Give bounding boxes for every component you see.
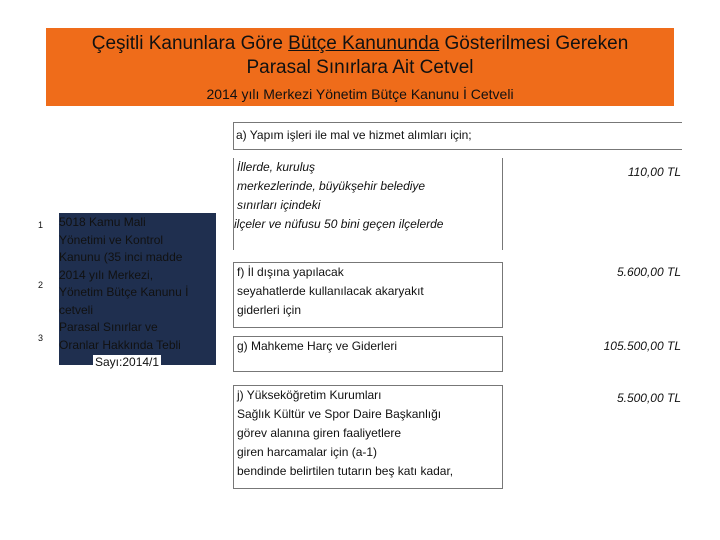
amount-value: 5.600,00 TL xyxy=(616,265,681,279)
title-line-1: Çeşitli Kanunlara Göre Bütçe Kanununda Gösterilmesi Gereken xyxy=(91,33,629,54)
reference-line: 2014 yılı Merkezi, xyxy=(59,267,154,282)
page-subtitle: 2014 yılı Merkezi Yönetim Bütçe Kanunu İ Cetveli xyxy=(206,86,514,102)
title-line-2: Parasal Sınırlara Ait Cetvel xyxy=(246,57,474,78)
amount-value: 110,00 TL xyxy=(627,165,681,179)
amount-value: 105.500,00 TL xyxy=(603,339,681,353)
reference-line: Kanunu (35 inci madde xyxy=(59,250,183,264)
reference-line: Yönetimi ve Kontrol xyxy=(59,232,164,247)
reference-line: Parasal Sınırlar ve xyxy=(59,320,158,334)
row-cell: f) İl dışına yapılacak seyahatlerde kullanılacak akaryakıt giderleri için xyxy=(233,262,503,328)
list-number: 2 xyxy=(38,280,44,290)
section-a-heading: a) Yapım işleri ile mal ve hizmet alımları için; xyxy=(233,122,682,150)
reference-line: cetveli xyxy=(59,302,94,317)
list-number: 3 xyxy=(38,333,44,343)
title-underlined-term: Bütçe Kanununda xyxy=(288,33,440,54)
list-number: 1 xyxy=(38,220,44,230)
title-banner xyxy=(46,28,674,106)
reference-line: Oranlar Hakkında Tebli xyxy=(59,337,181,352)
reference-line: 5018 Kamu Mali xyxy=(59,215,146,229)
reference-line: Yönetim Bütçe Kanunu İ xyxy=(59,285,189,299)
amount-value: 5.500,00 TL xyxy=(616,391,681,405)
reference-line: Sayı:2014/1 xyxy=(95,355,160,369)
row-cell: g) Mahkeme Harç ve Giderleri xyxy=(233,336,503,372)
row-cell: İllerde, kuruluş merkezlerinde, büyükşehir belediye sınırları içindeki ilçeler ve nüfusu 50 bini geçen ilçelerde xyxy=(233,158,503,250)
page-title xyxy=(46,32,674,80)
row-cell: j) Yükseköğretim Kurumları Sağlık Kültür ve Spor Daire Başkanlığı görev alanına giren faaliyetlere giren harcamalar için (a-1) bendinde belirtilen tutarın beş katı kadar, xyxy=(233,385,503,489)
reference-text xyxy=(59,214,219,372)
